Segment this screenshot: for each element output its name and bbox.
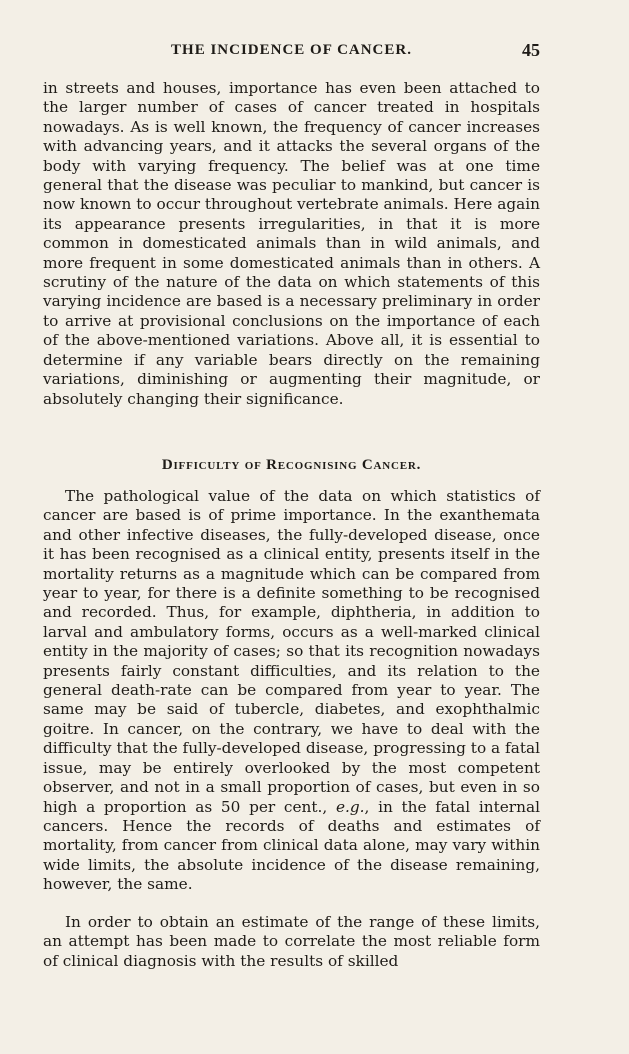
section-heading: Difficulty of Recognising Cancer. — [161, 457, 422, 473]
running-head — [43, 40, 540, 64]
italic-abbreviation: e.g. — [335, 797, 365, 816]
paragraph-opening: in streets and houses, importance has even been attached to the larger number of cases of cancer treated in hospitals nowadays. As is well known, the frequency of cancer increases with advancing years, and it attacks the several organs of the body with varying frequency. The belief was at one time general that the disease was peculiar to mankind, but cancer is now known to occur throughout vertebrate animals. Here again its appearance presents irregularities, in that it is more common in domesticated animals than in wild animals, and more frequent in some domesticated animals than in others. A scrutiny of the nature of the data on which statements of this varying incidence are based is a necessary preliminary in order to arrive at provisional conclusions on the importance of each of the above-mentioned variations. Above all, it is essential to determine if any variable bears directly on the remaining variations, diminishing or augmenting their magnitude, or absolutely changing their significance. — [43, 79, 540, 408]
paragraph-pathological-value — [43, 487, 540, 895]
page-number: 45 — [522, 40, 540, 60]
paragraph-estimate-range: In order to obtain an estimate of the range of these limits, an attempt has been made to correlate the most reliable form of clinical diagnosis with the results of skilled — [43, 913, 540, 970]
paragraph-text-part: The pathological value of the data on which statistics of cancer are based is of prime importance. In the exanthemata and other infective diseases, the fully-developed disease, once it has been recognised as a clinical entity, presents itself in the mortality returns as a magnitude which can be compared from year to year, for there is a definite something to be recognised and recorded. Thus, for example, diphtheria, in addition to larval and ambulatory forms, occurs as a well-marked clinical entity in the majority of cases; so that its recognition nowadays presents fairly constant difficulties, and its relation to the general death-rate can be compared from year to year. The same may be said of tubercle, diabetes, and exophthalmic goitre. In cancer, on the contrary, we have to deal with the difficulty that the fully-developed disease, progressing to a fatal issue, may be entirely overlooked by the most competent observer, and not in a small proportion of cases, but even in so high a proportion as 50 per cent., — [43, 487, 540, 816]
paragraph-text-part: , in the fatal internal cancers. Hence the records of deaths and estimates of mortality, from cancer from clinical data alone, may vary within wide limits, the absolute incidence of the disease remaining, however, the same. — [43, 797, 540, 894]
running-title: THE INCIDENCE OF CANCER. — [171, 42, 412, 58]
